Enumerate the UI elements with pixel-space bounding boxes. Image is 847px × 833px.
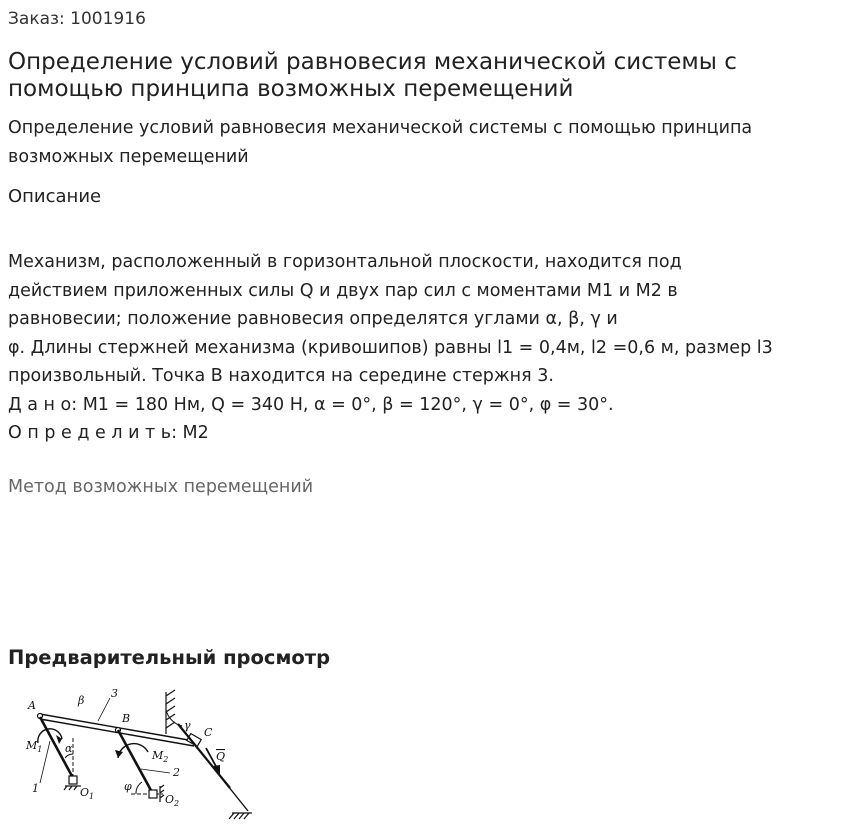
label-gamma: γ [184,719,191,732]
label-c: C [204,726,213,739]
description-line: действием приложенных силы Q и двух пар сил с моментами M1 и M2 в [8,280,678,301]
label-beta: β [78,694,85,707]
description-heading: Описание [8,186,102,207]
label-o1-main: O [80,786,90,799]
label-o1 [80,786,94,801]
page-title: Определение условий равновесия механической системы с помощью принципа возможных перемещений [8,49,737,102]
page-subtitle: Определение условий равновесия механической системы с помощью принципа возможных перемещений [8,118,753,167]
description-body [8,248,843,448]
label-o1-sub: 1 [89,792,95,801]
label-2-leader [141,769,170,773]
mechanism-diagram-svg [18,686,258,821]
description-line: Д а н о: M1 = 180 Нм, Q = 340 Н, α = 0°, β = 120°, γ = 0°, φ = 30°. [8,394,614,415]
label-phi: φ [124,780,132,793]
description-line: О п р е д е л и т ь: M2 [8,423,209,443]
method-label: Метод возможных перемещений [8,477,314,497]
label-m2-sub: 2 [163,755,169,764]
label-o2 [165,793,179,808]
label-m2 [151,749,168,764]
label-3: 3 [111,687,118,700]
description-line: равновесии; положение равновесия определятся углами α, β, γ и [8,309,618,329]
label-o2-sub: 2 [174,799,180,808]
description-line: φ. Длины стержней механизма (кривошипов) равны l1 = 0,4м, l2 =0,6 м, размер l3 [8,337,773,358]
label-2: 2 [173,766,180,779]
label-b: B [122,712,131,725]
label-m1 [25,739,42,754]
label-alpha: α [65,742,73,755]
label-m1-sub: 1 [37,745,43,754]
m2-arrow-icon [115,750,123,758]
phi-arc [136,782,142,794]
o1-support [64,776,81,790]
top-wall-support [166,690,175,734]
label-a: A [28,699,36,712]
description-line: произвольный. Точка B находится на середине стержня 3. [8,366,554,386]
label-m1-main: M [26,739,38,752]
label-3-leader [98,698,110,721]
label-o2-main: O [165,793,175,806]
bottom-wall-support [229,813,252,819]
order-number: Заказ: 1001916 [8,9,146,29]
label-q: Q [216,750,226,763]
description-line: Механизм, расположенный в горизонтальной плоскости, находится под [8,252,682,272]
preview-heading: Предварительный просмотр [8,646,331,669]
label-1: 1 [32,782,39,795]
mechanism-diagram [18,686,258,821]
label-m2-main: M [152,749,164,762]
